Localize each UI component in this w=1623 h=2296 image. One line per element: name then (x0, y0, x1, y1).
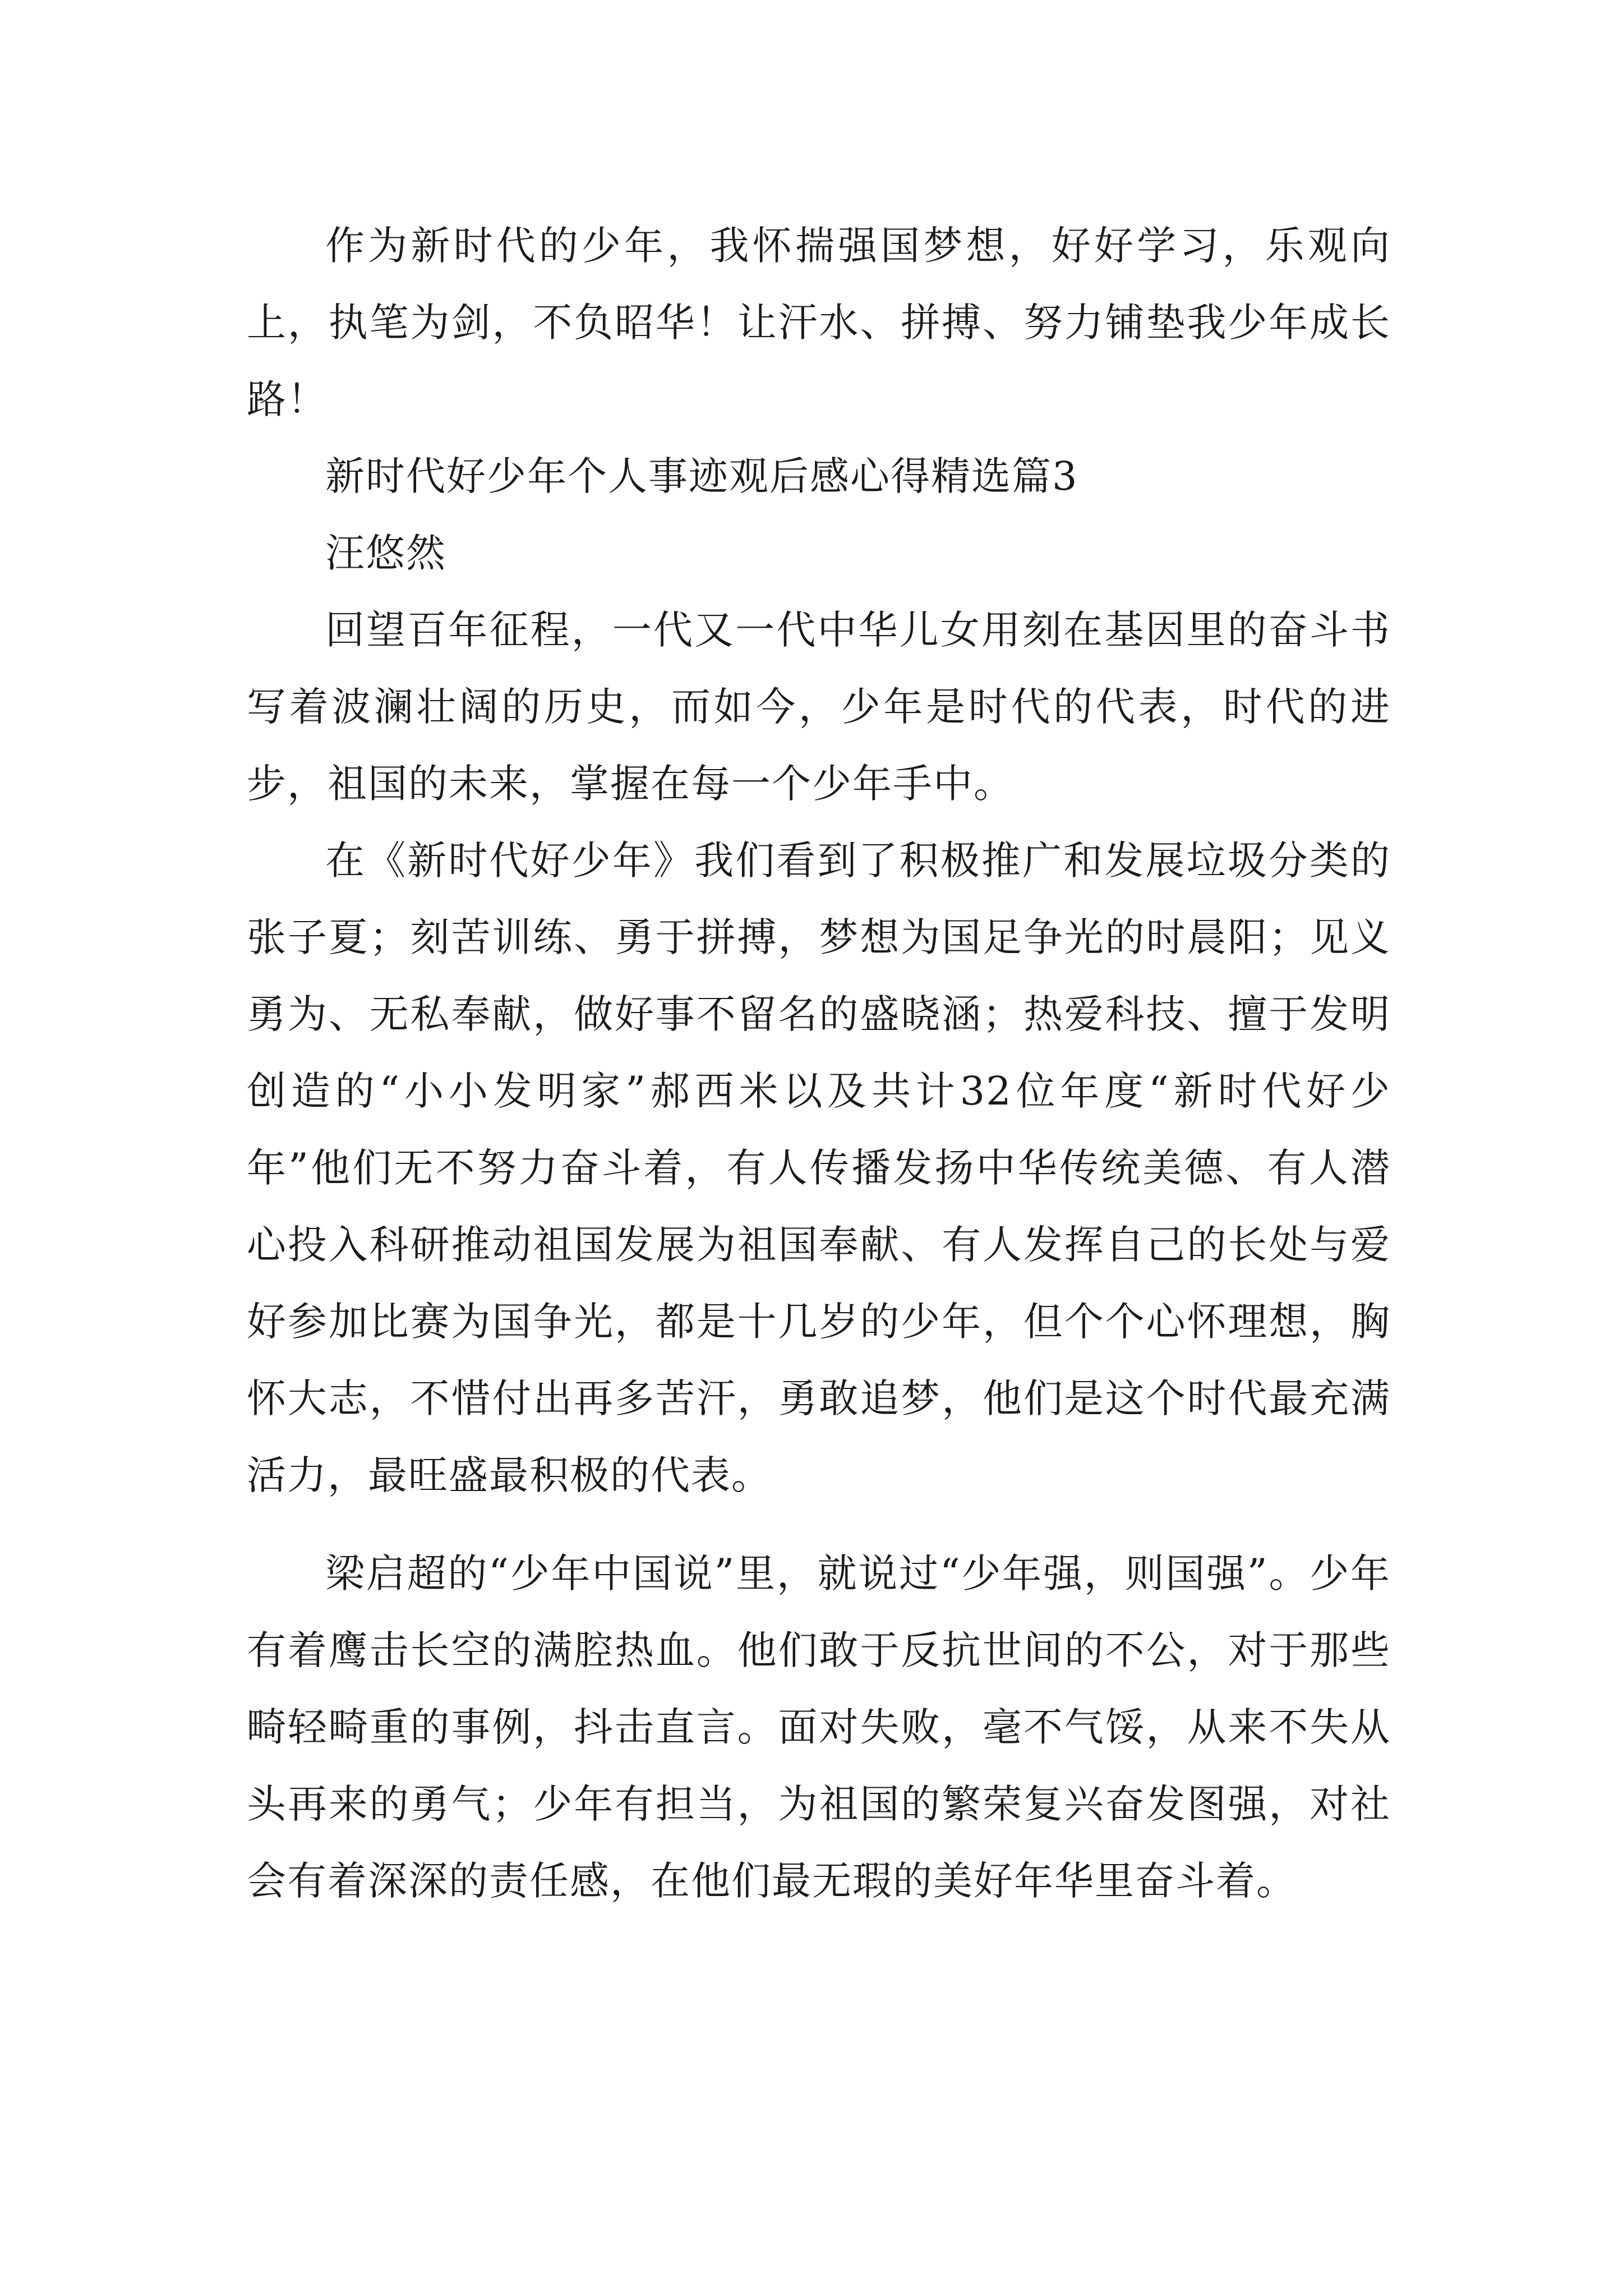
paragraph-body-3: 梁启超的“少年中国说”里，就说过“少年强，则国强”。少年有着鹰击长空的满腔热血。他们敢于反抗世间的不公，对于那些畸轻畸重的事例，抖击直言。面对失败，毫不气馁，从来不失从头再来的勇气；少年有担当，为祖国的繁荣复兴奋发图强，对社会有着深深的责任感，在他们最无瑕的美好年华里奋斗着。 (247, 1550, 1391, 1904)
paragraph-body-2: 在《新时代好少年》我们看到了积极推广和发展垃圾分类的张子夏；刻苦训练、勇于拼搏，梦想为国足争光的时晨阳；见义勇为、无私奉献，做好事不留名的盛晓涵；热爱科技、擅于发明创造的“小小发明家”郝西米以及共计32位年度“新时代好少年”他们无不努力奋斗着，有人传播发扬中华传统美德、有人潜心投入科研推动祖国发展为祖国奉献、有人发挥自己的长处与爱好参加比赛为国争光，都是十几岁的少年，但个个心怀理想，胸怀大志，不惜付出再多苦汗，勇敢追梦，他们是这个时代最充满活力，最旺盛最积极的代表。 (247, 838, 1391, 1498)
paragraph-intro: 作为新时代的少年，我怀揣强国梦想，好好学习，乐观向上，执笔为剑，不负昭华！让汗水、拼搏、努力铺垫我少年成长路！ (247, 223, 1391, 422)
author-name: 汪悠然 (325, 530, 446, 576)
paragraph-body-1: 回望百年征程，一代又一代中华儿女用刻在基因里的奋斗书写着波澜壮阔的历史，而如今，少年是时代的代表，时代的进步，祖国的未来，掌握在每一个少年手中。 (247, 607, 1391, 807)
document-body (247, 208, 1391, 1920)
section-title: 新时代好少年个人事迹观后感心得精选篇3 (325, 453, 1078, 499)
